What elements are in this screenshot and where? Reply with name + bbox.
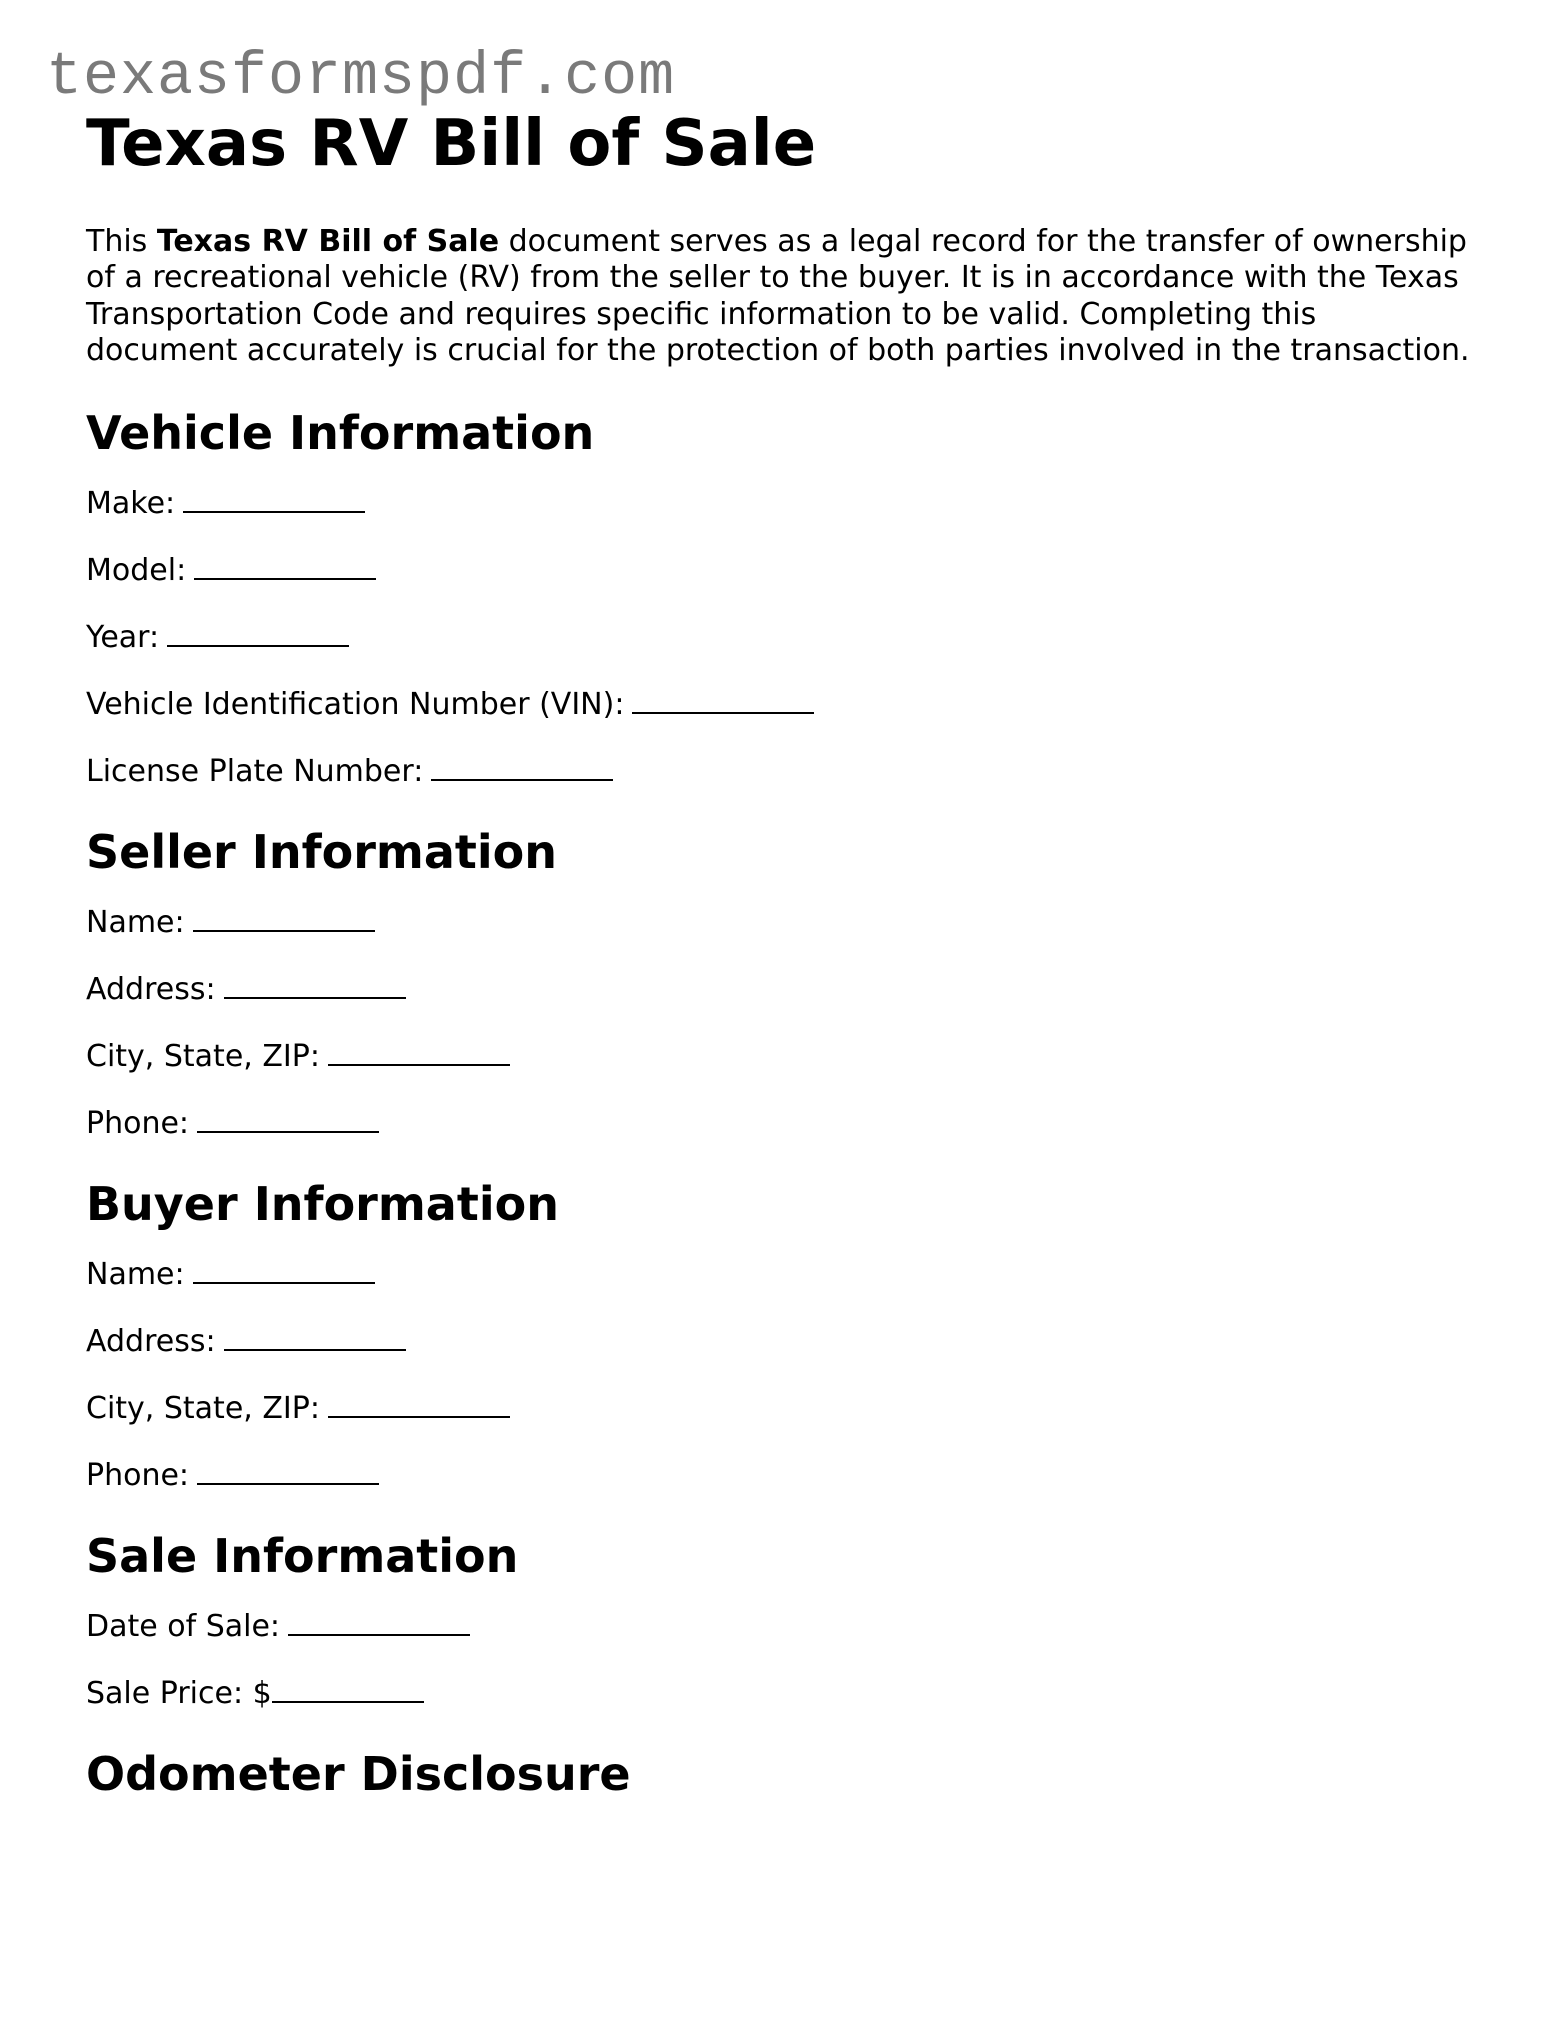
vin-blank[interactable] [632, 688, 814, 714]
buyer-information-heading: Buyer Information [86, 1176, 559, 1231]
buyer-city-state-zip-field: City, State, ZIP: [86, 1392, 1476, 1426]
seller-information-section [86, 825, 1476, 1141]
seller-information-heading: Seller Information [86, 824, 558, 879]
sale-price-blank[interactable] [272, 1677, 424, 1703]
buyer-phone-field: Phone: [86, 1459, 1476, 1493]
odometer-disclosure-section [86, 1747, 1476, 1802]
model-field: Model: [86, 554, 1476, 588]
year-field: Year: [86, 621, 1476, 655]
year-blank[interactable] [167, 621, 349, 647]
intro-paragraph: This Texas RV Bill of Sale document serves as a legal record for the transfer of ownership of a recreational vehicle (RV) from the seller to the buyer. It is in accordance with the Texas Transportation Code and requires specific information to be valid. Completing this document accurately is crucial for the protection of both parties involved in the transaction. [86, 223, 1470, 369]
buyer-address-blank[interactable] [224, 1325, 406, 1351]
seller-name-blank[interactable] [193, 906, 375, 932]
license-plate-blank[interactable] [431, 755, 613, 781]
license-plate-field: License Plate Number: [86, 755, 1476, 789]
seller-address-field: Address: [86, 973, 1476, 1007]
buyer-address-field: Address: [86, 1325, 1476, 1359]
vehicle-information-section [86, 406, 1476, 789]
sale-information-section [86, 1529, 1476, 1711]
seller-city-state-zip-field: City, State, ZIP: [86, 1040, 1476, 1074]
document-title: Texas RV Bill of Sale [86, 107, 817, 181]
buyer-name-field: Name: [86, 1258, 1476, 1292]
buyer-city-state-zip-blank[interactable] [328, 1392, 510, 1418]
watermark: texasformspdf.com [46, 44, 676, 112]
document-body [86, 108, 1476, 1829]
model-blank[interactable] [194, 554, 376, 580]
seller-phone-field: Phone: [86, 1107, 1476, 1141]
intro-bold-title: Texas RV Bill of Sale [156, 223, 500, 259]
buyer-phone-blank[interactable] [197, 1459, 379, 1485]
date-of-sale-blank[interactable] [288, 1610, 470, 1636]
vin-field: Vehicle Identification Number (VIN): [86, 688, 1476, 722]
sale-price-field: Sale Price: $ [86, 1677, 1476, 1711]
seller-address-blank[interactable] [224, 973, 406, 999]
seller-phone-blank[interactable] [197, 1107, 379, 1133]
seller-city-state-zip-blank[interactable] [328, 1040, 510, 1066]
buyer-information-section [86, 1177, 1476, 1493]
date-of-sale-field: Date of Sale: [86, 1610, 1476, 1644]
odometer-disclosure-heading: Odometer Disclosure [86, 1747, 631, 1802]
make-blank[interactable] [183, 487, 365, 513]
vehicle-information-heading: Vehicle Information [86, 405, 595, 460]
seller-name-field: Name: [86, 906, 1476, 940]
buyer-name-blank[interactable] [193, 1258, 375, 1284]
make-field: Make: [86, 487, 1476, 521]
sale-information-heading: Sale Information [86, 1529, 519, 1584]
